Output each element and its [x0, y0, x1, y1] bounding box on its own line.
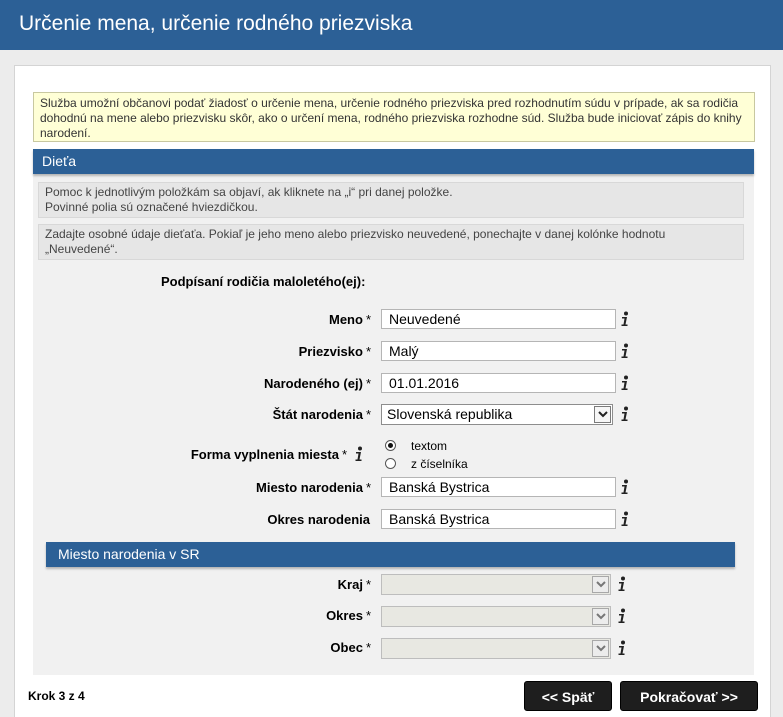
okres-select[interactable]: [381, 606, 611, 627]
birth-date-input[interactable]: [381, 373, 616, 393]
info-icon[interactable]: [621, 343, 629, 359]
back-button[interactable]: << Späť: [524, 681, 612, 711]
info-icon[interactable]: [355, 446, 363, 462]
stat-label: Štát narodenia *: [272, 407, 371, 422]
okres-sr-label: Okres *: [326, 608, 371, 623]
required-mark: *: [365, 640, 371, 655]
radio-ciselnik-label: z číselníka: [411, 457, 468, 471]
required-mark: *: [365, 344, 371, 359]
meno-label: Meno *: [328, 312, 371, 327]
section-sr-header: Miesto narodenia v SR: [46, 542, 735, 567]
required-mark: *: [365, 480, 371, 495]
chevron-down-icon[interactable]: [592, 608, 609, 625]
country-select-value: Slovenská republika: [387, 406, 513, 422]
radio-textom[interactable]: [385, 440, 396, 451]
page-header: [0, 0, 783, 50]
help-info-box: [38, 182, 744, 218]
personal-info-box: Zadajte osobné údaje dieťaťa. Pokiaľ je jeho meno alebo priezvisko neuvedené, ponechajte v danej kolónke hodnotu „Neuvedené“.: [38, 224, 744, 260]
continue-button[interactable]: Pokračovať >>: [620, 681, 758, 711]
required-mark: *: [365, 407, 371, 422]
radio-ciselnik[interactable]: [385, 458, 396, 469]
help-info-line1: Pomoc k jednotlivým položkám sa objaví, ak kliknete na „i“ pri danej položke.: [45, 185, 453, 199]
service-notice: Služba umožní občanovi podať žiadosť o určenie mena, určenie rodného priezviska pred rozhodnutím súdu v prípade, ak sa rodičia dohodnú na mene alebo priezvisku skôr, ako o určení mena, rodného priezviska rozhodne súd. Služba bude iniciovať zápis do knihy narodení.: [33, 92, 755, 142]
page-title: Určenie mena, určenie rodného priezviska: [19, 12, 413, 35]
obec-label: Obec *: [330, 640, 371, 655]
okres-label: Okres narodenia: [267, 512, 370, 527]
required-mark: *: [365, 376, 371, 391]
info-icon[interactable]: [618, 608, 626, 624]
forma-label: Forma vyplnenia miesta *: [190, 447, 347, 462]
kraj-select[interactable]: [381, 574, 611, 595]
required-mark: *: [365, 312, 371, 327]
birthplace-input[interactable]: [381, 477, 616, 497]
help-info-line2: Povinné polia sú označené hviezdičkou.: [45, 200, 258, 214]
required-mark: *: [365, 608, 371, 623]
info-icon[interactable]: [618, 576, 626, 592]
required-mark: *: [365, 577, 371, 592]
info-icon[interactable]: [621, 375, 629, 391]
step-indicator: Krok 3 z 4: [28, 689, 85, 703]
priezvisko-label: Priezvisko *: [298, 344, 371, 359]
parents-subtitle: Podpísaní rodičia maloletého(ej):: [161, 274, 366, 289]
narodeny-label: Narodeného (ej) *: [263, 376, 371, 391]
miesto-label: Miesto narodenia *: [256, 480, 371, 495]
chevron-down-icon[interactable]: [594, 406, 611, 423]
radio-textom-label: textom: [411, 439, 448, 453]
chevron-down-icon[interactable]: [592, 640, 609, 657]
info-icon[interactable]: [621, 479, 629, 495]
kraj-label: Kraj *: [337, 577, 371, 592]
chevron-down-icon[interactable]: [592, 576, 609, 593]
meno-input[interactable]: [381, 309, 616, 329]
section-child-header: Dieťa: [33, 149, 754, 174]
info-icon[interactable]: [621, 406, 629, 422]
info-icon[interactable]: [621, 511, 629, 527]
country-select[interactable]: [381, 404, 613, 425]
district-input[interactable]: [381, 509, 616, 529]
info-icon[interactable]: [618, 640, 626, 656]
required-mark: *: [341, 447, 347, 462]
priezvisko-input[interactable]: [381, 341, 616, 361]
info-icon[interactable]: [621, 311, 629, 327]
obec-select[interactable]: [381, 638, 611, 659]
